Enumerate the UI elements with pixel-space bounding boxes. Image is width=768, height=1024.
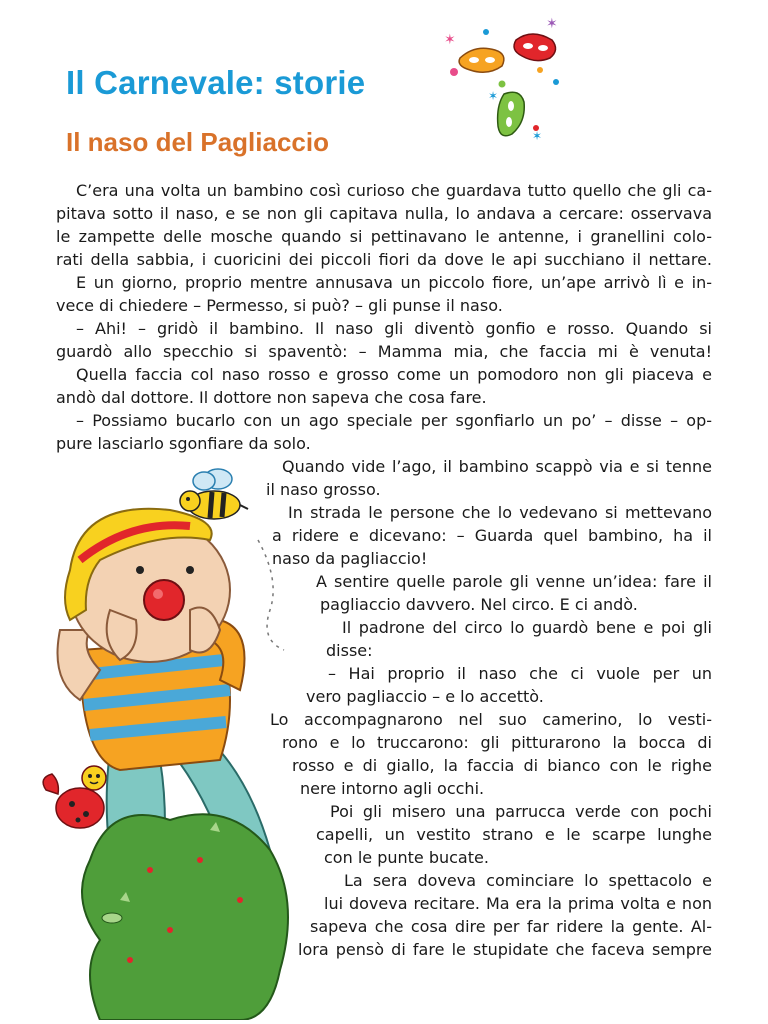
story-line: – Possiamo bucarlo con un ago speciale per sgonfiarlo un po’ – disse – op- [76,411,712,430]
star-icon: ✶ [532,129,543,143]
story-line: pagliaccio davvero. Nel circo. E ci andò. [320,595,638,614]
story-line: rono e lo truccarono: gli pitturarono la bocca di [282,733,712,752]
story-line: le zampette delle mosche quando si pettinavano le antenne, i granellini colo- [56,227,712,246]
story-line: – Hai proprio il naso che ci vuole per un [328,664,712,683]
story-line: pure lasciarlo sgonfiare da solo. [56,434,311,453]
star-icon: ✶ [444,32,456,48]
story-line: lora pensò di fare le stupidate che faceva sempre [298,940,712,959]
story-line: pitava sotto il naso, e se non gli capitava nulla, lo andava a cercare: osservava [56,204,712,223]
story-line: a ridere e dicevano: – Guarda quel bambino, ha il [272,526,712,545]
page-title: Il Carnevale: storie [66,64,366,101]
story-line: E un giorno, proprio mentre annusava un piccolo fiore, un’ape arrivò lì e in- [76,273,712,292]
story-line: In strada le persone che lo vedevano si mettevano [288,503,712,522]
star-icon: ✶ [488,89,499,103]
story-line: naso da pagliaccio! [272,549,428,568]
story-line: rati della sabbia, i cuoricini dei piccoli fiori da dove le api succhiano il nettare. [56,250,712,269]
story-line: Quella faccia col naso rosso e grosso come un pomodoro non gli piaceva e [76,365,712,384]
star-icon: ✶ [546,16,558,32]
story-title: Il naso del Pagliaccio [66,127,329,157]
story-line: disse: [326,641,373,660]
story-line: A sentire quelle parole gli venne un’idea: fare il [316,572,712,591]
story-line: C’era una volta un bambino così curioso che guardava tutto quello che gli ca- [76,181,712,200]
story-line: guardò allo specchio si spaventò: – Mamma mia, che faccia mi è venuta! [56,342,712,361]
story-line: Quando vide l’ago, il bambino scappò via e si tenne [282,457,712,476]
story-line: il naso grosso. [266,480,381,499]
story-line: sapeva che cosa dire per far ridere la gente. Al- [310,917,712,936]
story-line: andò dal dottore. Il dottore non sapeva che cosa fare. [56,388,487,407]
story-line: Il padrone del circo lo guardò bene e poi gli [342,618,712,637]
story-line: – Ahi! – gridò il bambino. Il naso gli diventò gonfio e rosso. Quando si [76,319,712,338]
story-line: vero pagliaccio – e lo accettò. [306,687,544,706]
story-line: con le punte bucate. [324,848,489,867]
story-line: nere intorno agli occhi. [300,779,485,798]
story-line: Poi gli misero una parrucca verde con pochi [330,802,712,821]
story-line: rosso e di giallo, la faccia di bianco con le righe [292,756,712,775]
story-line: capelli, un vestito strano e le scarpe lunghe [316,825,712,844]
story-line: lui doveva recitare. Ma era la prima volta e non [324,894,712,913]
story-line: La sera doveva cominciare lo spettacolo e [344,871,712,890]
story-line: Lo accompagnarono nel suo camerino, lo vesti- [270,710,712,729]
story-line: vece di chiedere – Permesso, si può? – gli punse il naso. [56,296,503,315]
